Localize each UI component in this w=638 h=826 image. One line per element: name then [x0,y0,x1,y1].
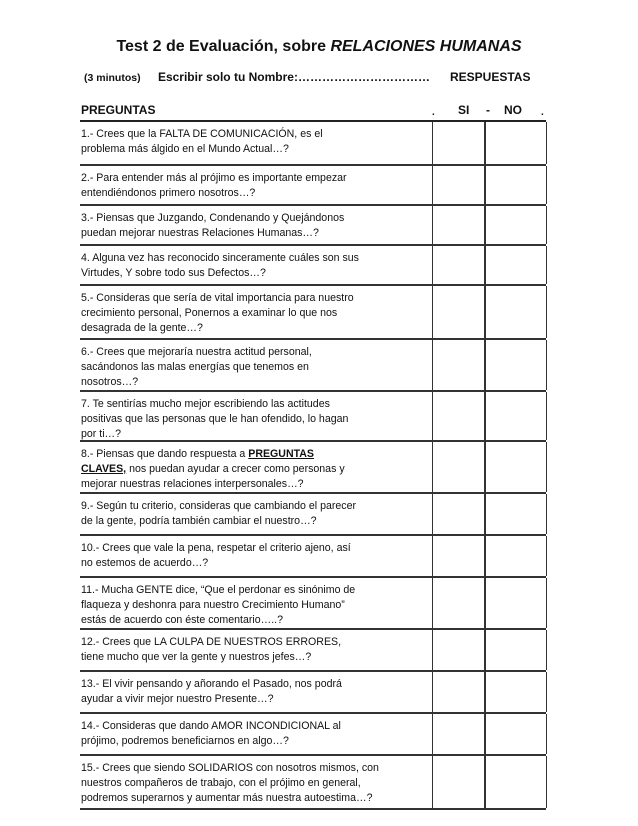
table-row [80,246,546,286]
table-row [80,630,546,672]
question-line: entendiéndonos primero nosotros…? [81,187,256,199]
question-line: 9.- Según tu criterio, consideras que cambiando el parecer [81,500,357,512]
table-row [80,392,546,442]
no-column-header: NO [504,103,522,117]
table-row [80,286,546,340]
question-line: nuestros compañeros de trabajo, con el prójimo en general, [81,777,361,789]
question-line: Virtudes, Y sobre todo sus Defectos…? [81,267,266,279]
answer-no-box[interactable] [485,630,547,670]
question-text [81,345,421,390]
header-dot: . [432,107,435,118]
table-row [80,122,546,166]
answer-yes-box[interactable] [432,206,485,244]
yes-column-header: SI [458,103,470,117]
answer-no-box[interactable] [485,206,547,244]
answer-yes-box[interactable] [432,122,485,164]
answer-yes-box[interactable] [432,714,485,754]
question-line: positivas que las personas que le han ofendido, lo hagan [81,413,349,425]
answer-yes-box[interactable] [432,536,485,576]
question-line: desagrada de la gente…? [81,322,203,334]
question-line: 13.- El vivir pensando y añorando el Pasado, nos podrá [81,678,342,690]
question-text [81,583,421,628]
answer-no-box[interactable] [485,286,547,338]
question-text [81,127,421,157]
table-row [80,672,546,714]
question-text [81,251,421,281]
question-line: de la gente, podría también cambiar el nuestro…? [81,515,317,527]
question-line: 15.- Crees que siendo SOLIDARIOS con nosotros mismos, con [81,762,379,774]
question-line: 5.- Consideras que sería de vital importancia para nuestro [81,292,354,304]
questions-table [80,122,546,810]
answer-no-box[interactable] [485,672,547,712]
question-line: mejorar nuestras relaciones interpersonales…? [81,478,304,490]
answers-header: RESPUESTAS [450,70,531,84]
answer-no-box[interactable] [485,494,547,534]
name-prompt[interactable]: Escribir solo tu Nombre:…………………………… [157,70,430,84]
question-line: tiene mucho que ver la gente y nuestros jefes…? [81,651,312,663]
table-row [80,714,546,756]
table-row [80,442,546,494]
question-line: 8.- Piensas que dando respuesta a PREGUNTAS [81,448,314,460]
question-line: estás de acuerdo con éste comentario…..? [81,614,283,626]
page-title [0,38,638,56]
answer-yes-box[interactable] [432,286,485,338]
table-row [80,536,546,578]
question-line: puedan mejorar nuestras Relaciones Humanas…? [81,227,319,239]
answer-yes-box[interactable] [432,246,485,284]
table-row [80,340,546,392]
question-text [81,291,421,336]
answer-no-box[interactable] [485,340,547,390]
question-line: ayudar a vivir mejor nuestro Presente…? [81,693,274,705]
question-line: 1.- Crees que la FALTA DE COMUNICACIÓN, es el [81,128,323,140]
question-line: no estemos de acuerdo…? [81,557,209,569]
question-line: 14.- Consideras que dando AMOR INCONDICIONAL al [81,720,341,732]
question-line: 3.- Piensas que Juzgando, Condenando y Quejándonos [81,212,345,224]
table-row [80,206,546,246]
question-line: crecimiento personal, Ponernos a examinar lo que nos [81,307,338,319]
header-dot: . [541,107,544,118]
question-text [81,761,421,806]
question-line: CLAVES, nos puedan ayudar a crecer como personas y [81,463,345,475]
table-row [80,578,546,630]
question-line: 4. Alguna vez has reconocido sinceramente cuáles son sus [81,252,359,264]
answer-yes-box[interactable] [432,166,485,204]
question-text [81,719,421,749]
question-line: 10.- Crees que vale la pena, respetar el criterio ajeno, así [81,542,351,554]
time-limit: (3 minutos) [84,72,141,84]
question-text [81,677,421,707]
title-emphasis: RELACIONES HUMANAS [330,38,522,55]
question-line: 7. Te sentirías mucho mejor escribiendo las actitudes [81,398,330,410]
answer-no-box[interactable] [485,714,547,754]
answer-yes-box[interactable] [432,672,485,712]
answer-no-box[interactable] [485,578,547,628]
answer-no-box[interactable] [485,756,547,808]
answer-no-box[interactable] [485,536,547,576]
question-line: sacándonos las malas energías que tenemos en [81,361,309,373]
question-text [81,635,421,665]
question-line: 12.- Crees que LA CULPA DE NUESTROS ERRORES, [81,636,342,648]
answer-yes-box[interactable] [432,340,485,390]
question-text [81,211,421,241]
answer-no-box[interactable] [485,122,547,164]
table-row [80,166,546,206]
answer-no-box[interactable] [485,442,547,492]
answer-no-box[interactable] [485,246,547,284]
question-text [81,171,421,201]
table-header [80,101,546,122]
answer-yes-box[interactable] [432,392,485,440]
table-row [80,756,546,810]
table-row [80,494,546,536]
question-line: 6.- Crees que mejoraría nuestra actitud personal, [81,346,312,358]
answer-no-box[interactable] [485,392,547,440]
answer-yes-box[interactable] [432,630,485,670]
instructions-line [84,70,544,84]
answer-yes-box[interactable] [432,756,485,808]
question-line: 2.- Para entender más al prójimo es importante empezar [81,172,347,184]
question-line: problema más álgido en el Mundo Actual…? [81,143,289,155]
question-line: prójimo, podremos beneficiarnos en algo…? [81,735,289,747]
answer-yes-box[interactable] [432,442,485,492]
question-line: por ti…? [81,428,122,440]
header-separator: - [486,103,490,117]
title-prefix: Test 2 de Evaluación, sobre [116,38,331,55]
question-line: 11.- Mucha GENTE dice, “Que el perdonar es sinónimo de [81,584,356,596]
questions-column-header: PREGUNTAS [81,103,156,117]
question-line: flaqueza y deshonra para nuestro Crecimiento Humano” [81,599,345,611]
question-line: nosotros…? [81,376,139,388]
answer-yes-box[interactable] [432,578,485,628]
answer-yes-box[interactable] [432,494,485,534]
question-line: podremos superarnos y aumentar más nuestra autoestima…? [81,792,373,804]
question-text [81,499,421,529]
question-text [81,397,421,442]
question-text [81,541,421,571]
question-text [81,447,421,492]
answer-no-box[interactable] [485,166,547,204]
